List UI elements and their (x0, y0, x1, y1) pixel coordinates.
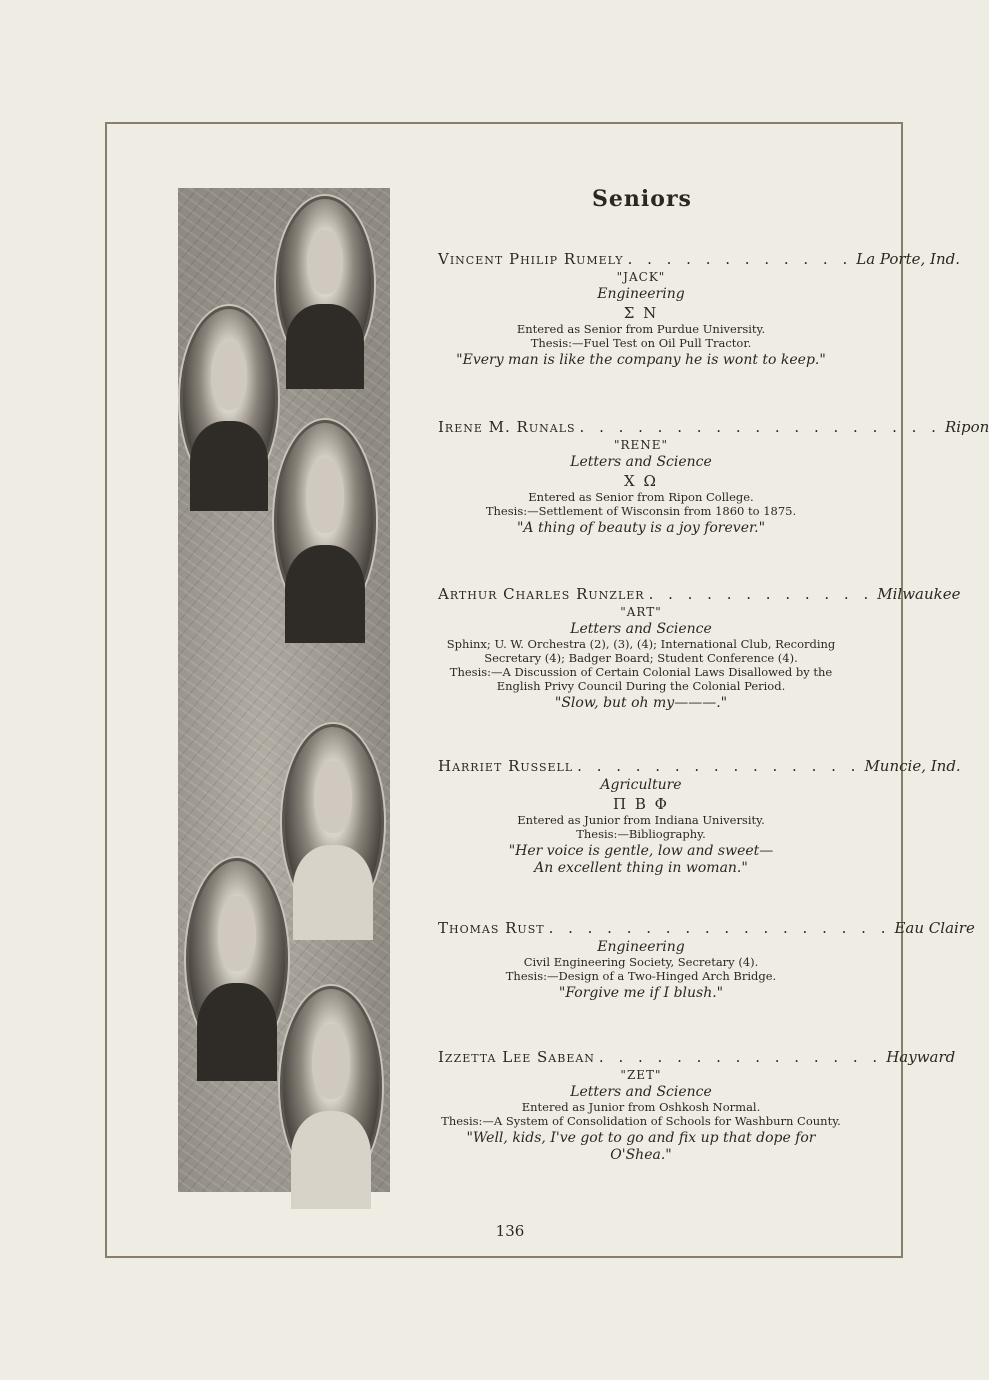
course: Engineering (597, 286, 685, 302)
page-number: 136 (495, 1222, 525, 1240)
student-name: Izzetta Lee Sabean (438, 1048, 595, 1066)
student-name: Arthur Charles Runzler (438, 585, 645, 603)
portrait-russell (282, 724, 384, 920)
nickname: "RENE" (613, 438, 669, 452)
course: Letters and Science (570, 1084, 712, 1100)
quote: "A thing of beauty is a joy forever." (516, 520, 766, 536)
student-name: Irene M. Runals (438, 418, 576, 436)
hometown: Muncie, Ind. (864, 757, 961, 775)
entry-rust: Thomas Rust . . . . . . . . . . . . . . . . . . Eau Claire Engineering Civil Engineering Society, Secretary (4). Thesis:—Design of a Two-Hinged Arch Bridge. "Forgive me if I blush." (438, 919, 975, 1001)
entry-runals: Irene M. Runals . . . . . . . . . . . . . . . . . . . Ripon "RENE" Letters and Science X Ω Entered as Senior from Ripon College. Thesis:—Settlement of Wisconsin from 1860 to 1875. "A thing of beauty is a joy forever." (438, 418, 989, 536)
portrait-runzler (274, 420, 376, 622)
course: Letters and Science (570, 621, 712, 637)
course: Agriculture (600, 777, 682, 793)
hometown: Eau Claire (894, 919, 975, 937)
activity-line: Entered as Junior from Oshkosh Normal. (521, 1100, 761, 1114)
portrait-rumely (276, 196, 374, 372)
quote: "Well, kids, I've got to go and fix up that dope for O'Shea." (466, 1130, 816, 1163)
thesis-line: Thesis:—A System of Consolidation of Schools for Washburn County. (441, 1114, 841, 1128)
portrait-rust (186, 858, 288, 1060)
nickname: "ART" (620, 605, 662, 619)
hometown: Ripon (944, 418, 989, 436)
thesis-line: Thesis:—A Discussion of Certain Colonial Laws Disallowed by the English Privy Council During the Colonial Period. (449, 665, 833, 693)
student-name: Vincent Philip Rumely (438, 250, 624, 268)
hometown: Hayward (886, 1048, 956, 1066)
student-name: Thomas Rust (438, 919, 545, 937)
entry-sabean: Izzetta Lee Sabean . . . . . . . . . . . . . . . Hayward "ZET" Letters and Science Entered as Junior from Oshkosh Normal. Thesis:—A System of Consolidation of Schools for Washburn County. "Well, kids, I've got to go and fix up that dope for O'Shea." (438, 1048, 956, 1163)
entry-russell: Harriet Russell . . . . . . . . . . . . . . . Muncie, Ind. Agriculture Π Β Φ Entered as Junior from Indiana University. Thesis:—Bibliography. "Her voice is gentle, low and sweet— An excellent thing in woman." (438, 757, 961, 876)
fraternity: Σ N (623, 304, 659, 322)
quote: "Forgive me if I blush." (558, 985, 724, 1001)
fraternity: X Ω (624, 472, 658, 490)
portrait-strip (178, 188, 390, 1192)
thesis-line: Thesis:—Design of a Two-Hinged Arch Bridge. (505, 969, 777, 983)
fraternity: Π Β Φ (613, 795, 669, 813)
hometown: La Porte, Ind. (856, 250, 960, 268)
page-heading: Seniors (592, 186, 692, 212)
entry-rumely: Vincent Philip Rumely . . . . . . . . . . . . La Porte, Ind. "JACK" Engineering Σ N Entered as Senior from Purdue University. Thesis:—Fuel Test on Oil Pull Tractor. "Every man is like the company he is wont to keep." (438, 250, 960, 368)
thesis-line: Thesis:—Fuel Test on Oil Pull Tractor. (530, 336, 752, 350)
activity-line: Entered as Senior from Purdue University. (516, 322, 766, 336)
nickname: "ZET" (620, 1068, 662, 1082)
hometown: Milwaukee (877, 585, 961, 603)
quote: "Every man is like the company he is wont to keep." (456, 352, 826, 368)
portrait-sabean (280, 986, 382, 1188)
portrait-runals (180, 306, 278, 492)
thesis-line: Thesis:—Bibliography. (576, 827, 706, 841)
course: Engineering (597, 939, 685, 955)
thesis-line: Thesis:—Settlement of Wisconsin from 1860 to 1875. (485, 504, 797, 518)
activity-line: Entered as Junior from Indiana University. (517, 813, 765, 827)
student-name: Harriet Russell (438, 757, 574, 775)
nickname: "JACK" (616, 270, 666, 284)
entry-runzler: Arthur Charles Runzler . . . . . . . . . . . . Milwaukee "ART" Letters and Science Sphinx; U. W. Orchestra (2), (3), (4); International Club, Recording Secretary (4); Badger Board; Student Conference (4). Thesis:—A Discussion of Certain Colonial Laws Disallowed by the English Privy Council During the Colonial Period. "Slow, but oh my———." (438, 585, 961, 711)
quote: "Her voice is gentle, low and sweet— An excellent thing in woman." (508, 843, 774, 876)
quote: "Slow, but oh my———." (554, 695, 728, 711)
activity-line: Civil Engineering Society, Secretary (4). (523, 955, 759, 969)
activity-line: Entered as Senior from Ripon College. (528, 490, 754, 504)
course: Letters and Science (570, 454, 712, 470)
activity-line: Sphinx; U. W. Orchestra (2), (3), (4); International Club, Recording Secretary (4); Badger Board; Student Conference (4). (446, 637, 836, 665)
